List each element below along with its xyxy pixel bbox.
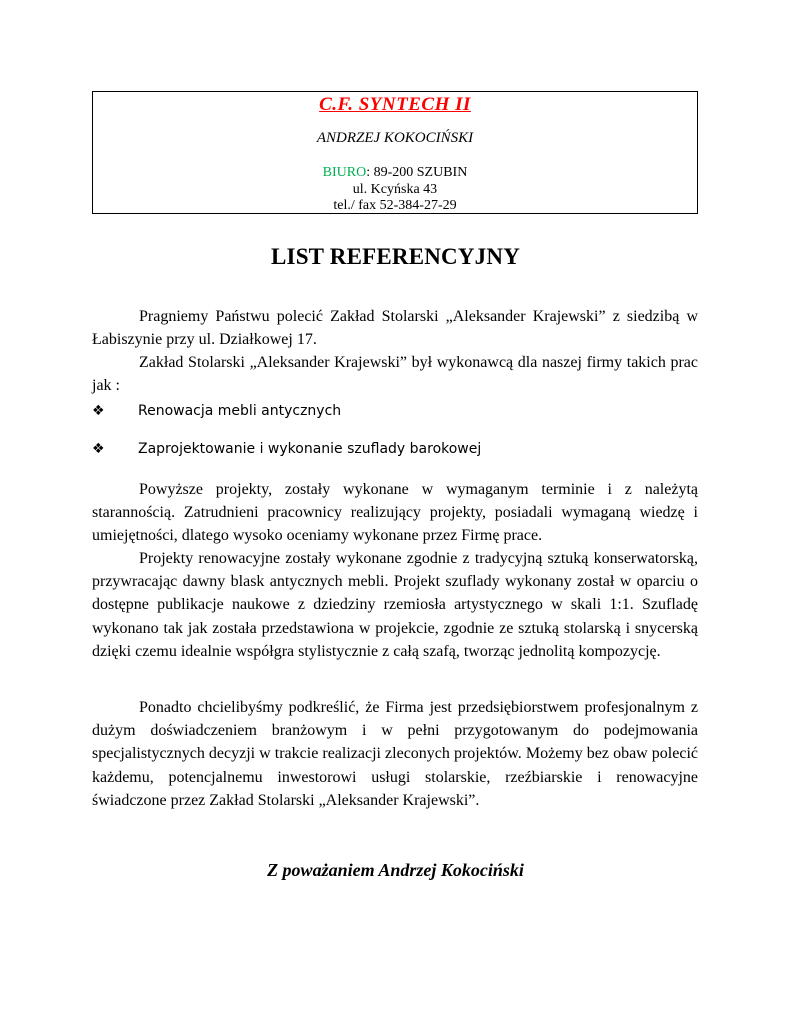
diamond-bullet-icon: ❖ — [92, 403, 105, 419]
office-label: BIURO — [322, 165, 367, 180]
paragraph-text: Projekty renowacyjne zostały wykonane zgodnie z tradycyjną sztuką konserwatorską, przywracając dawny blask antycznych mebli. Projekt szuflady wykonany został w oparciu o dostępne publikacje naukowe z dziedziny rzemiosła artystycznego w skali 1:1. Szufladę wykonano tak jak została przedstawiona w projekcie, zgodnie ze sztuką stolarską i snycerską dzięki czemu idealnie współgra stylistycznie z całą szafą, tworząc jednolitą kompozycję. — [92, 550, 698, 660]
owner-name: ANDRZEJ KOKOCIŃSKI — [316, 130, 474, 146]
street-address: ul. Kcyńska 43 — [352, 182, 438, 197]
paragraph-works — [92, 351, 698, 397]
paragraph-text: Powyższe projekty, zostały wykonane w wymaganym terminie i z należytą starannością. Zatrudnieni pracownicy realizujący projekty, posiadali wymaganą wiedzę i umiejętności, dlatego wysoko oceniamy wykonane przez Firmę prace. — [92, 481, 698, 545]
list-item-text: Zaprojektowanie i wykonanie szuflady barokowej — [138, 441, 482, 457]
paragraph-projects — [92, 547, 698, 663]
letterhead-box — [92, 91, 698, 214]
office-city: : 89-200 SZUBIN — [366, 165, 468, 180]
list-item-text: Renowacja mebli antycznych — [138, 403, 342, 419]
paragraph-quality — [92, 478, 698, 548]
office-address — [93, 165, 697, 181]
phone-fax: tel./ fax 52-384-27-29 — [333, 198, 457, 213]
document-title: LIST REFERENCYJNY — [271, 244, 520, 269]
company-name: C.F. SYNTECH II — [319, 94, 471, 115]
paragraph-intro — [92, 305, 698, 351]
paragraph-text: Ponadto chcielibyśmy podkreślić, że Firma jest przedsiębiorstwem profesjonalnym z dużym doświadczeniem branżowym i w pełni przygotowanym do podejmowania specjalistycznych decyzji w trakcie realizacji zleconych projektów. Możemy bez obaw polecić każdemu, potencjalnemu inwestorowi usługi stolarskie, rzeźbiarskie i renowacyjne świadczone przez Zakład Stolarski „Aleksander Krajewski”. — [92, 699, 698, 809]
paragraph-text: Pragniemy Państwu polecić Zakład Stolarski „Aleksander Krajewski” z siedzibą w Łabiszynie przy ul. Działkowej 17. — [92, 308, 698, 349]
diamond-bullet-icon: ❖ — [92, 441, 105, 457]
paragraph-text: Zakład Stolarski „Aleksander Krajewski” był wykonawcą dla naszej firmy takich prac jak : — [92, 354, 698, 395]
paragraph-recommendation — [92, 696, 698, 812]
signature-line: Z poważaniem Andrzej Kokociński — [267, 860, 524, 880]
